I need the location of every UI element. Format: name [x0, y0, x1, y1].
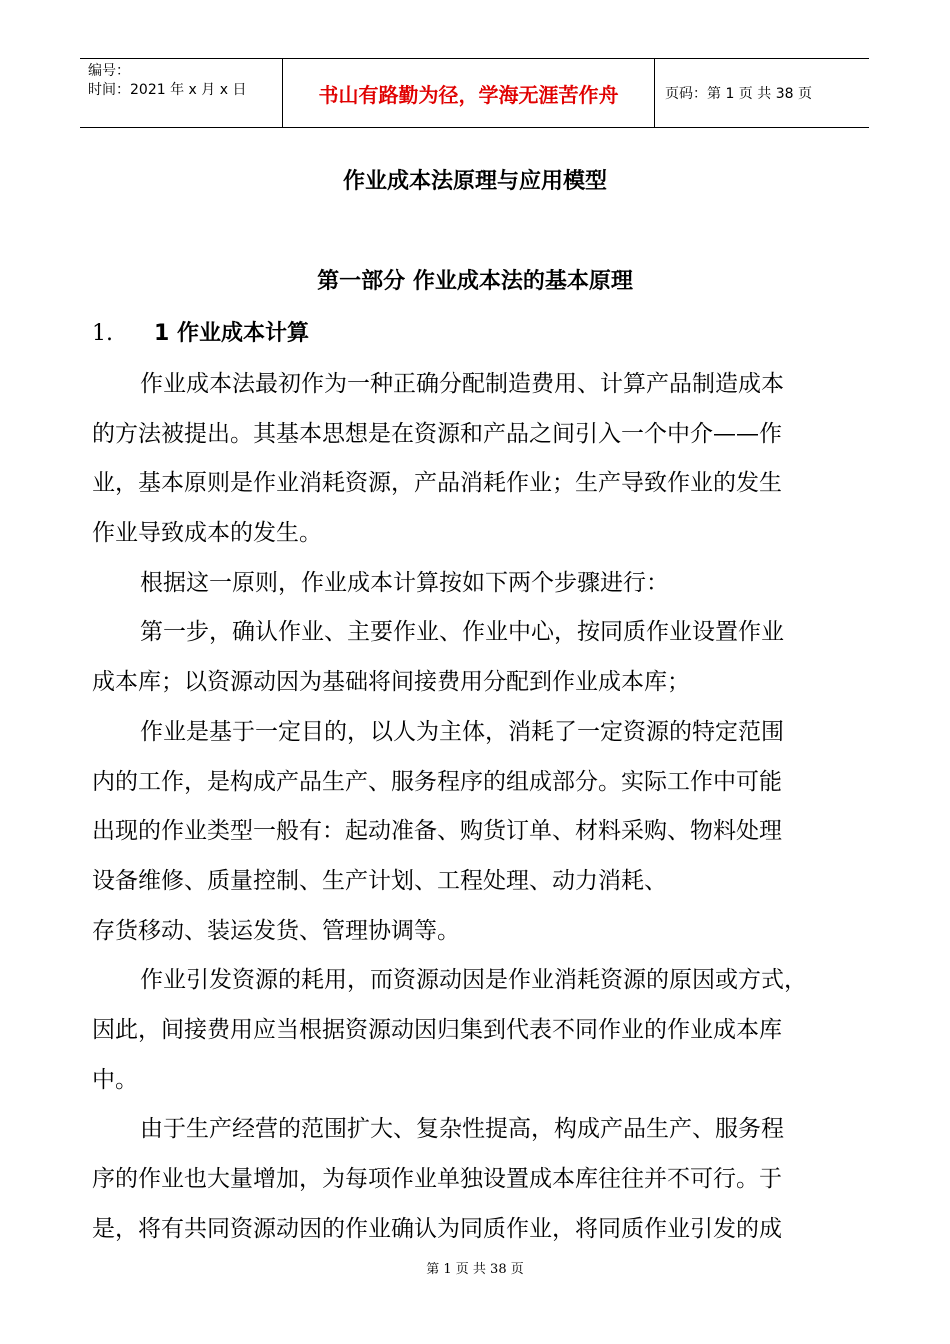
header-page-info: 页码：第 1 页 共 38 页	[665, 86, 812, 102]
text-line: 因此，间接费用应当根据资源动因归集到代表不同作业的作业成本库	[92, 1016, 782, 1043]
date-label: 时间：2021 年 x 月 x 日	[88, 82, 247, 98]
section-title: 1 作业成本计算	[154, 321, 309, 346]
text-line: 存货移动、装运发货、管理协调等。	[92, 917, 460, 944]
part-title: 第一部分 作业成本法的基本原理	[317, 269, 633, 294]
section-heading	[92, 316, 309, 347]
body-text	[92, 360, 862, 1254]
text-line: 作业是基于一定目的，以人为主体，消耗了一定资源的特定范围	[140, 718, 784, 745]
text-line: 设备维修、质量控制、生产计划、工程处理、动力消耗、	[92, 867, 667, 894]
text-line: 序的作业也大量增加，为每项作业单独设置成本库往往并不可行。于	[92, 1166, 782, 1192]
page-footer: 第 1 页 共 38 页	[426, 1262, 524, 1277]
header-motto: 书山有路勤为径，学海无涯苦作舟	[282, 59, 655, 127]
text-line: 是，将有共同资源动因的作业确认为同质作业，将同质作业引发的成	[92, 1215, 782, 1242]
header-table	[80, 58, 869, 128]
document-title: 作业成本法原理与应用模型	[342, 169, 607, 194]
text-line: 出现的作业类型一般有：起动准备、购货订单、材料采购、物料处理	[92, 818, 782, 845]
header-meta	[80, 59, 282, 127]
text-line: 业，基本原则是作业消耗资源，产品消耗作业；生产导致作业的发生	[92, 470, 782, 497]
serial-label: 编号：	[88, 63, 130, 79]
text-line: 由于生产经营的范围扩大、复杂性提高，构成产品生产、服务程	[140, 1116, 784, 1143]
section-number: 1.	[92, 321, 113, 346]
text-line: 作业成本法最初作为一种正确分配制造费用、计算产品制造成本	[140, 371, 784, 397]
text-line: 作业引发资源的耗用，而资源动因是作业消耗资源的原因或方式，	[140, 967, 807, 994]
text-line: 成本库；以资源动因为基础将间接费用分配到作业成本库；	[92, 669, 690, 696]
text-line: 第一步，确认作业、主要作业、作业中心，按同质作业设置作业	[140, 619, 784, 646]
text-line: 内的工作，是构成产品生产、服务程序的组成部分。实际工作中可能	[92, 768, 782, 795]
text-line: 中。	[92, 1066, 138, 1093]
text-line: 作业导致成本的发生。	[92, 520, 322, 547]
text-line: 根据这一原则，作业成本计算按如下两个步骤进行：	[140, 569, 669, 596]
text-line: 的方法被提出。其基本思想是在资源和产品之间引入一个中介——作	[92, 420, 782, 447]
